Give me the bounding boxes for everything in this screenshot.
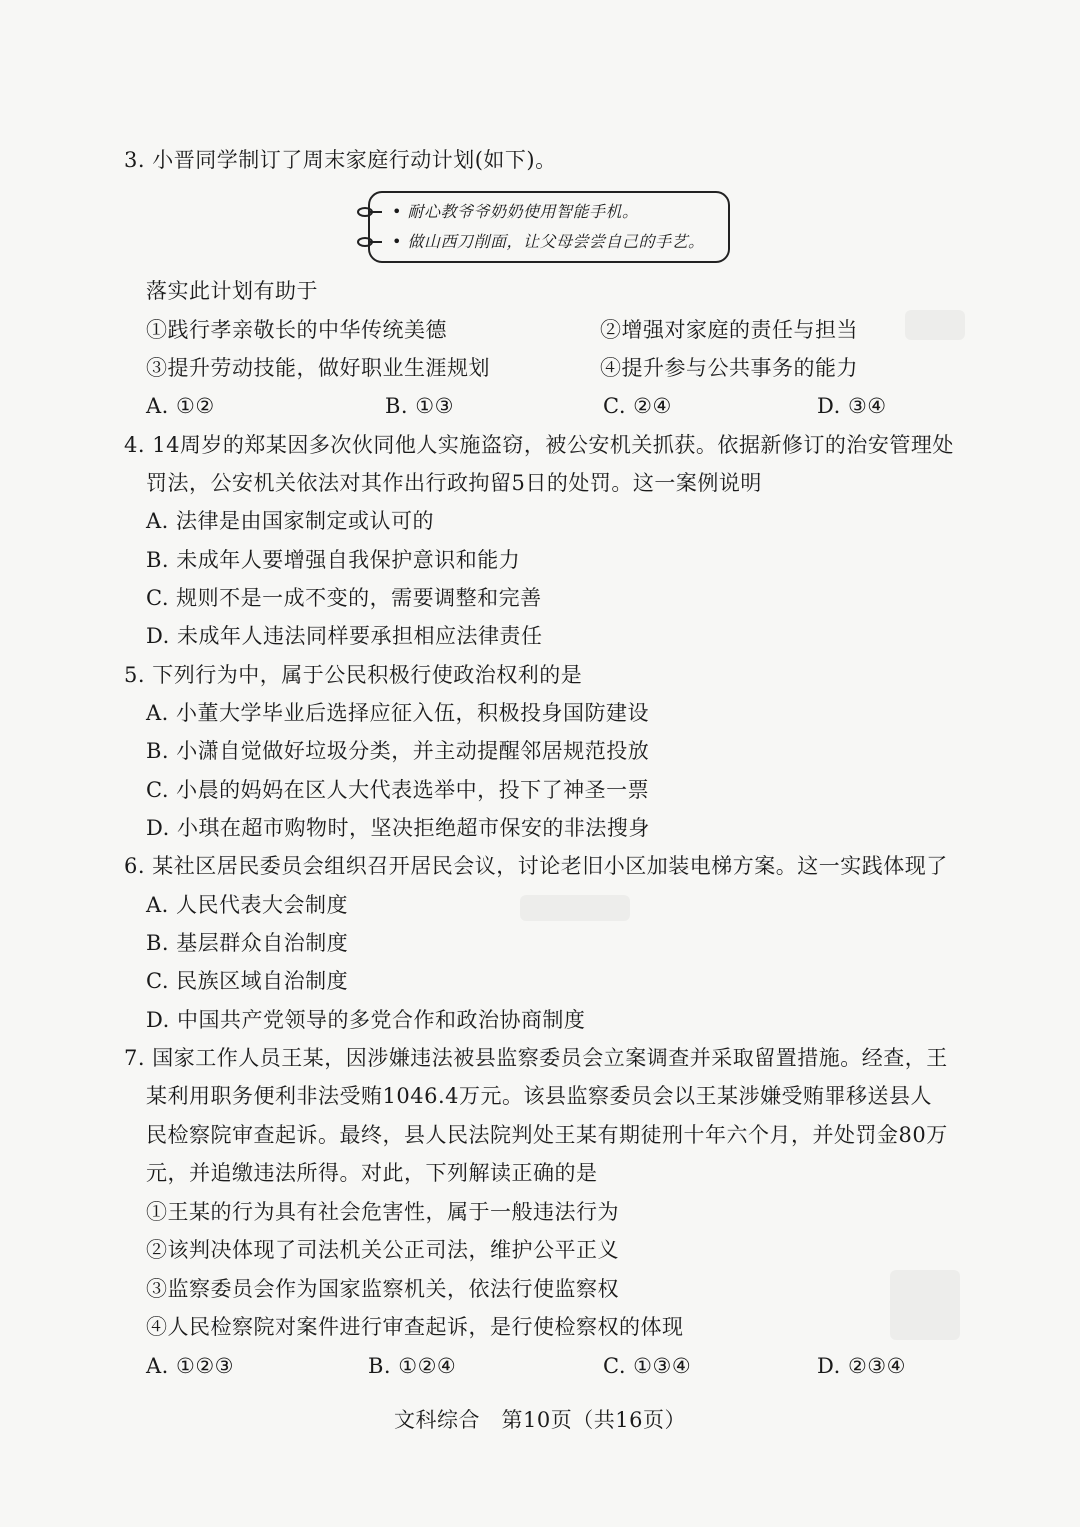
q7-choice-c: C. ①③④: [603, 1354, 692, 1378]
q7-item-1: ①王某的行为具有社会危害性，属于一般违法行为: [146, 1200, 619, 1224]
page-footer: 文科综合 第10页（共16页）: [394, 1408, 686, 1432]
q3-prompt: 落实此计划有助于: [146, 279, 318, 303]
q4-stem: 4. 14周岁的郑某因多次伙同他人实施盗窃，被公安机关抓获。依据新修订的治安管理处: [124, 433, 954, 457]
q7-item-2: ②该判决体现了司法机关公正司法，维护公平正义: [146, 1238, 619, 1262]
q3-stem: 3. 小晋同学制订了周末家庭行动计划(如下)。: [124, 148, 557, 172]
q6-option-b: B. 基层群众自治制度: [146, 931, 349, 955]
q5-option-b: B. 小潇自觉做好垃圾分类，并主动提醒邻居规范投放: [146, 739, 650, 763]
q5-stem: 5. 下列行为中，属于公民积极行使政治权利的是: [124, 663, 583, 687]
binder-ring-icon: [356, 236, 382, 248]
plan-note-box: [368, 191, 730, 263]
q7-choice-b: B. ①②④: [368, 1354, 457, 1378]
plan-item: • 做山西刀削面，让父母尝尝自己的手艺。: [392, 232, 705, 251]
q5-option-a: A. 小董大学毕业后选择应征入伍，积极投身国防建设: [146, 701, 650, 725]
q5-option-d: D. 小琪在超市购物时，坚决拒绝超市保安的非法搜身: [146, 816, 650, 840]
q7-item-3: ③监察委员会作为国家监察机关，依法行使监察权: [146, 1277, 619, 1301]
q4-option-b: B. 未成年人要增强自我保护意识和能力: [146, 548, 521, 572]
q4-option-c: C. 规则不是一成不变的，需要调整和完善: [146, 586, 542, 610]
q7-stem-cont: 元，并追缴违法所得。对此，下列解读正确的是: [146, 1161, 598, 1185]
q3-choice-a: A. ①②: [146, 394, 215, 418]
q6-stem: 6. 某社区居民委员会组织召开居民会议，讨论老旧小区加装电梯方案。这一实践体现了: [124, 854, 948, 878]
q6-option-d: D. 中国共产党领导的多党合作和政治协商制度: [146, 1008, 586, 1032]
q3-item-4: ④提升参与公共事务的能力: [600, 356, 858, 380]
q7-stem-cont: 某利用职务便利非法受贿1046.4万元。该县监察委员会以王某涉嫌受贿罪移送县人: [146, 1084, 932, 1108]
q3-item-3: ③提升劳动技能，做好职业生涯规划: [146, 356, 490, 380]
q4-option-d: D. 未成年人违法同样要承担相应法律责任: [146, 624, 543, 648]
q7-choice-d: D. ②③④: [817, 1354, 906, 1378]
q3-choice-d: D. ③④: [817, 394, 887, 418]
q7-stem-cont: 民检察院审查起诉。最终，县人民法院判处王某有期徒刑十年六个月，并处罚金80万: [146, 1123, 948, 1147]
q3-choice-b: B. ①③: [385, 394, 454, 418]
q7-item-4: ④人民检察院对案件进行审查起诉，是行使检察权的体现: [146, 1315, 684, 1339]
q3-choice-c: C. ②④: [603, 394, 672, 418]
q5-option-c: C. 小晨的妈妈在区人大代表选举中，投下了神圣一票: [146, 778, 650, 802]
q3-item-1: ①践行孝亲敬长的中华传统美德: [146, 318, 447, 342]
q6-option-a: A. 人民代表大会制度: [146, 893, 349, 917]
scan-stain: [520, 895, 630, 921]
q7-choice-a: A. ①②③: [146, 1354, 234, 1378]
q6-option-c: C. 民族区域自治制度: [146, 969, 349, 993]
scan-stain: [905, 310, 965, 340]
plan-item: • 耐心教爷爷奶奶使用智能手机。: [392, 202, 639, 221]
q4-stem-cont: 罚法，公安机关依法对其作出行政拘留5日的处罚。这一案例说明: [146, 471, 762, 495]
q7-stem: 7. 国家工作人员王某，因涉嫌违法被县监察委员会立案调查并采取留置措施。经查，王: [124, 1046, 948, 1070]
binder-ring-icon: [356, 206, 382, 218]
scan-stain: [890, 1270, 960, 1340]
q4-option-a: A. 法律是由国家制定或认可的: [146, 509, 435, 533]
q3-item-2: ②增强对家庭的责任与担当: [600, 318, 858, 342]
